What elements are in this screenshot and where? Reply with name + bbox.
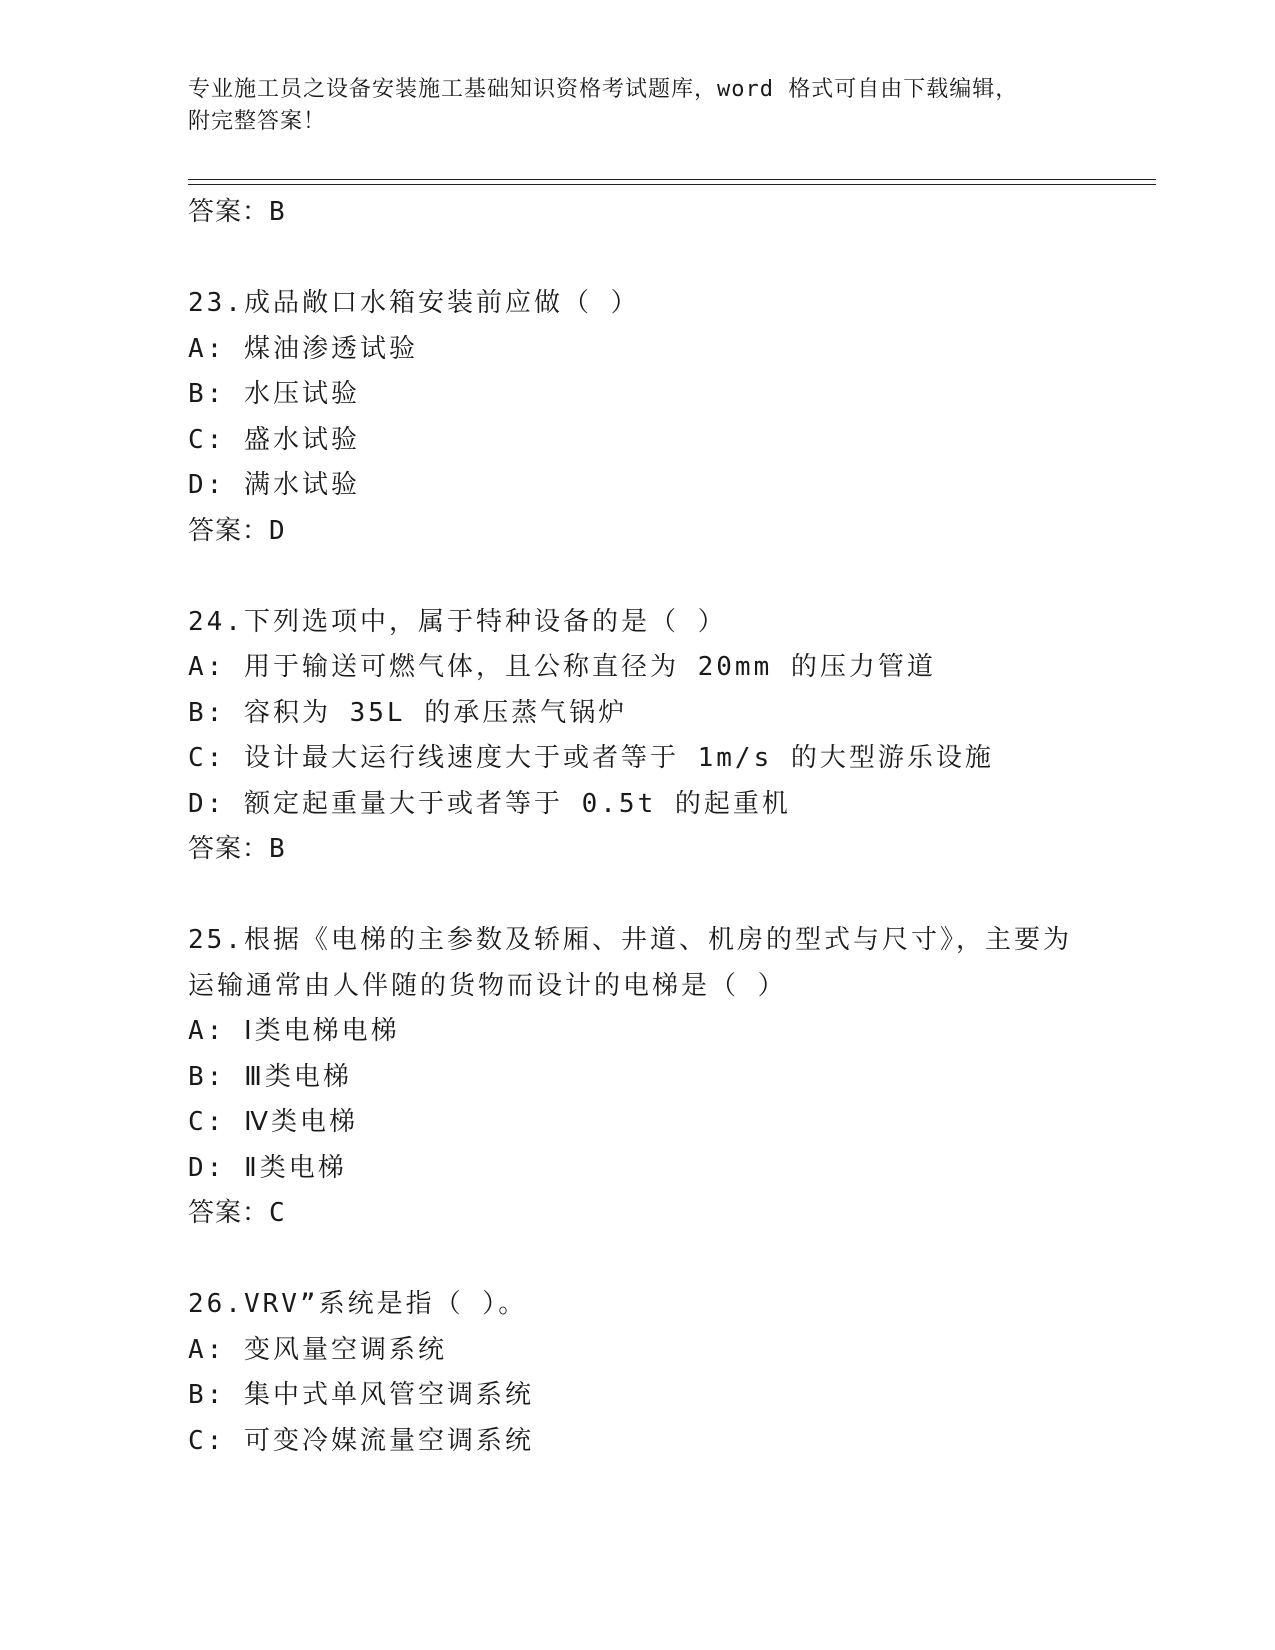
option-c: C: 可变冷媒流量空调系统 [188,1425,534,1456]
question-stem-line-1: 25.根据《电梯的主参数及轿厢、井道、机房的型式与尺寸》，主要为 [188,925,1072,955]
answer: 答案：D [188,515,286,546]
option-a: A: 用于输送可燃气体，且公称直径为 20mm 的压力管道 [188,652,936,682]
spacer [188,236,1156,282]
question-23 [188,281,1156,554]
header-line-1: 专业施工员之设备安装施工基础知识资格考试题库，word 格式可自由下载编辑， [188,77,1019,102]
option-b: B: Ⅲ类电梯 [188,1061,352,1092]
question-24 [188,600,1156,873]
option-a: A: Ⅰ类电梯电梯 [188,1016,400,1046]
question-26 [188,1282,1156,1464]
option-b: B: 集中式单风管空调系统 [188,1380,534,1410]
answer: 答案：C [188,1198,286,1228]
question-stem: 23.成品敞口水箱安装前应做（ ） [188,288,640,318]
header-divider-top [188,179,1156,180]
option-c: C: Ⅳ类电梯 [188,1107,358,1137]
question-stem: 26.VRV”系统是指（ ）。 [188,1289,528,1319]
option-a: A: 变风量空调系统 [188,1334,447,1365]
spacer [188,1237,1156,1283]
question-stem-line-2: 运输通常由人伴随的货物而设计的电梯是（ ） [188,970,787,1001]
option-b: B: 容积为 35L 的承压蒸气锅炉 [188,697,628,728]
spacer [188,873,1156,919]
question-list [188,190,1156,1464]
option-d: D: Ⅱ类电梯 [188,1152,347,1183]
header-divider-bottom [188,184,1156,185]
option-c: C: 盛水试验 [188,424,360,455]
option-d: D: 满水试验 [188,470,360,500]
option-b: B: 水压试验 [188,379,360,409]
option-a: A: 煤油渗透试验 [188,333,418,364]
answer-prev: 答案：B [188,197,286,227]
option-c: C: 设计最大运行线速度大于或者等于 1m/s 的大型游乐设施 [188,743,994,773]
spacer [188,554,1156,600]
header-line-2: 附完整答案！ [188,109,327,134]
option-d: D: 额定起重量大于或者等于 0.5t 的起重机 [188,788,791,819]
document-header [188,74,1068,138]
question-stem: 24.下列选项中，属于特种设备的是（ ） [188,606,727,637]
question-25 [188,918,1156,1237]
answer: 答案：B [188,834,286,864]
